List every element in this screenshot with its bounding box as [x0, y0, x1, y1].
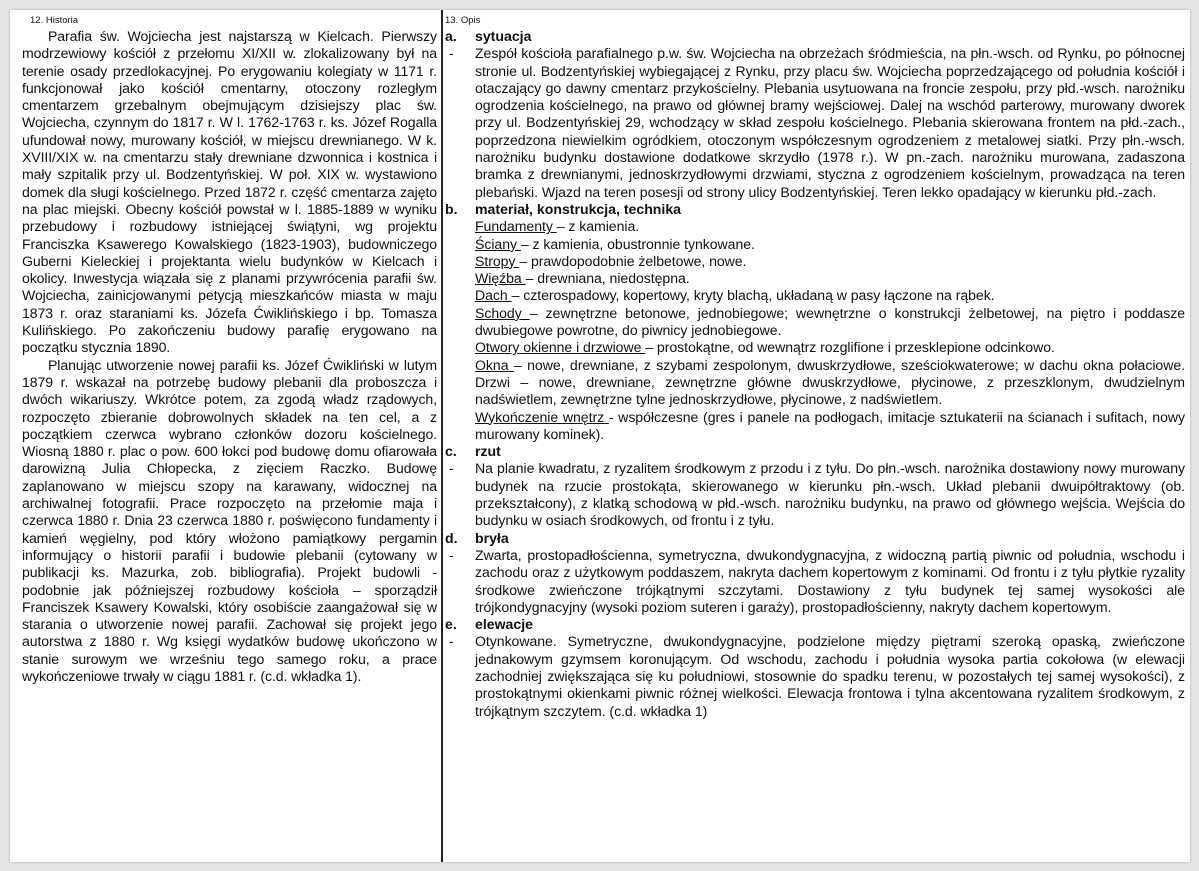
history-header: 12. Historia	[30, 15, 79, 26]
description-header: 13. Opis	[445, 15, 481, 26]
material-item	[475, 409, 1185, 444]
section-b-heading	[445, 201, 1185, 218]
section-a-title: sytuacja	[475, 28, 532, 44]
section-d-title: bryła	[475, 529, 509, 546]
section-b-body	[445, 218, 1185, 443]
material-term: Wykończenie wnętrz	[475, 408, 609, 425]
material-term: Ściany	[475, 235, 521, 252]
material-text: – z kamienia.	[556, 218, 640, 235]
material-item	[475, 357, 1185, 409]
section-d-text: Zwarta, prostopadłościenna, symetryczna, dwukondygnacyjna, z widoczną partią piwnic od południa, wschodu i zachodu oraz z użytkowym poddaszem, nakryta dachem kopertowym z kominami. Od frontu i z tyłu płytkie ryzality środkowe zwieńczone trójkątnymi szczytami. Dostawiony z tyłu budynek tej samej wysokości ale trójkondygnacyjny (wysoki poziom suteren i garaży), prostopadłościenny, nakryty dachem kopertowym.	[475, 546, 1185, 615]
section-a-body	[445, 45, 1185, 201]
material-term: Więźba	[475, 270, 526, 287]
section-a-bullet: -	[449, 45, 454, 62]
material-text: - współczesne (gres i panele na podłogach, imitacje sztukaterii na ścianach i sufitach, nowy murowany kominek).	[475, 408, 1185, 442]
section-b-letter: b.	[445, 200, 458, 217]
section-e-body	[445, 633, 1185, 719]
material-item	[475, 287, 1185, 304]
column-divider	[441, 10, 443, 862]
history-paragraph-1: Parafia św. Wojciecha jest najstarszą w Kielcach. Pierwszy modrzewiowy kościół z przełomu XI/XII w. zlokalizowany był na terenie osady przedlokacyjnej. Po erygowaniu kolegiaty w 1171 r. funkcjonował jako kościół cmentarny, otoczony rozległym cmentarzem grzebalnym obejmującym dzisiejszy plac św. Wojciecha, czynnym do 1817 r. W l. 1762-1763 r. ks. Józef Rogalla ufundował nowy, murowany kościół, w miejscu drewnianego. W k. XVIII/XIX w. na cmentarzu stały drewniane dzwonnica i kostnica i mały szpitalik przy ul. Bodzentyńskiej. W poł. XIX w. wystawiono domek dla sługi kościelnego. Przed 1872 r. część cmentarza zajęto na plac miejski. Obecny kościół powstał w l. 1885-1889 w wyniku przebudowy i rozbudowy istniejącej świątyni, wg projektu Franciszka Ksawerego Kowalskiego (1823-1903), budowniczego Guberni Kieleckiej i projektanta wielu budynków w Kielcach i okolicy. Inwestycja wiązała się z planami przywrócenia parafii św. Wojciecha, zainicjowanymi petycją mieszkańców miasta w maju 1873 r. oraz staraniami ks. Józefa Ćwiklińskiego i bp. Tomasza Kulińskiego. Po zakończeniu budowy parafię erygowano na początku stycznia 1890.	[22, 28, 437, 356]
material-term: Okna	[475, 356, 514, 373]
section-e-letter: e.	[445, 616, 457, 633]
section-b-list	[475, 218, 1185, 443]
material-item	[475, 253, 1185, 270]
material-term: Dach	[475, 287, 512, 304]
section-c-body	[445, 460, 1185, 529]
section-e-text: Otynkowane. Symetryczne, dwukondygnacyjne, podzielone między piętrami szeroką opaską, zwieńczone jednakowym gzymsem koronującym. Od wschodu, zachodu i południa wysoka partia cokołowa (w elewacji zachodniej zwiększająca się ku południowi, stosownie do spadku terenu, w pozostałych tej samej wysokości), z prostokątnymi okienkami piwnic różnej wielkości. Elewacja frontowa i tylna akcentowana ryzalitem środkowym, z trójkątnym szczytem. (c.d. wkładka 1)	[475, 633, 1185, 719]
document-sheet	[10, 10, 1190, 862]
section-b-title: materiał, konstrukcja, technika	[475, 200, 682, 217]
material-item	[475, 339, 1185, 356]
material-term: Stropy	[475, 252, 520, 269]
section-d-heading	[445, 530, 1185, 547]
description-column	[445, 14, 1185, 720]
section-c-text: Na planie kwadratu, z ryzalitem środkowym z przodu i z tyłu. Do płn.-wsch. narożnika dostawiony nowy murowany budynek na rzucie prostokąta, skierowanego w kierunku płn.-wsch. Układ plebanii dwuipółtraktowy (ob. przekształcony), z klatką schodową w płd.-wsch. narożniku budynku, na prawo od głównego wejścia. Wejścia do budynku w osiach środkowych, od frontu i z tyłu.	[475, 460, 1185, 529]
material-text: – czterospadowy, kopertowy, kryty blachą, układaną w pasy łączone na rąbek.	[511, 287, 995, 304]
history-paragraph-2: Planując utworzenie nowej parafii ks. Józef Ćwikliński w lutym 1879 r. wskazał na potrzebę budowy plebanii dla proboszcza i dwóch wikariuszy. Wkrótce potem, za zgodą władz rządowych, rozpoczęto zbieranie dobrowolnych składek na ten cel, a z początkiem czerwca wybrano członków dozoru kościelnego. Wiosną 1880 r. plac o pow. 600 łokci pod budowę domu ofiarowała darowizną Julia Chłopecka, z zięciem Raczko. Budowę zaplanowano w miejscu szopy na karawany, widocznej na archiwalnej fotografii. Prace rozpoczęto na przełomie maja i czerwca 1880 r. Dnia 23 czerwca 1880 r. poświęcono fundamenty i kamień węgielny, pod który włożono pamiątkowy pergamin informujący o historii parafii i budowie plebanii (cytowany w publikacji ks. Mazurka, zob. bibliografia). Projekt budowli - podobnie jak późniejszej rozbudowy kościoła – sporządził Franciszek Ksawery Kowalski, który osobiście zaangażował się w starania o utworzenie nowej parafii. Zachował się projekt jego autorstwa z 1880 r. Wg księgi wydatków budowę ukończono w stanie surowym we wrześniu tego samego roku, a prace wykończeniowe trwały w ciągu 1881 r. (c.d. wkładka 1).	[22, 356, 437, 684]
section-d-body	[445, 547, 1185, 616]
section-e-heading	[445, 616, 1185, 633]
material-item	[475, 218, 1185, 235]
section-d-letter: d.	[445, 529, 458, 546]
section-c-bullet: -	[449, 460, 454, 477]
material-text: – prawdopodobnie żelbetowe, nowe.	[519, 252, 747, 269]
section-c-letter: c.	[445, 443, 457, 460]
material-text: – nowe, drewniane, z szybami zespolonym, dwuskrzydłowe, sześciokwaterowe; w dachu okna połaciowe. Drzwi – nowe, drewniane, zewnętrzne główne dwuskrzydłowe, płycinowe, z przeszklonym, dwudzielnym nadświetlem, zewnętrzne tylne jednoskrzydłowe, płycinowe, z nadświetlem.	[475, 356, 1185, 408]
section-c-title: rzut	[475, 443, 501, 460]
material-text: – zewnętrzne betonowe, jednobiegowe; wewnętrzne o konstrukcji żelbetowej, na piętro i poddasze dwubiegowe powrotne, do piwnicy jednobiegowe.	[475, 304, 1185, 339]
material-term: Otwory okienne i drzwiowe	[475, 339, 646, 356]
material-term: Schody	[475, 304, 530, 321]
history-column	[22, 14, 437, 685]
material-item	[475, 236, 1185, 253]
section-a-letter: a.	[445, 28, 457, 44]
section-c-heading	[445, 443, 1185, 460]
section-a-heading	[445, 28, 1185, 45]
material-term: Fundamenty	[475, 218, 557, 235]
material-text: – drewniana, niedostępna.	[525, 270, 690, 287]
material-item	[475, 270, 1185, 287]
section-a-text: Zespół kościoła parafialnego p.w. św. Wojciecha na obrzeżach śródmieścia, na płn.-wsch. od Rynku, po północnej stronie ul. Bodzentyńskiej wybiegającej z Rynku, przy placu św. Wojciecha poprzedzającego od południa kościół i otaczający go dawny cmentarz przykościelny. Plebania usytuowana na froncie zespołu, przy płd.-wsch. narożniku ogrodzenia kościelnego, na prawo od głównej bramy wejściowej. Dalej na wschód parterowy, murowany dworek przy ul. Bodzentyńskiej 29, wchodzący w skład zespołu kościelnego. Plebania skierowana frontem na płd.-zach., poprzedzona niewielkim ogródkiem, otoczonym współczesnym ogrodzeniem z metalowej siatki. Przy płn.-wsch. narożniku budynku dostawione dodatkowe skrzydło (1978 r.). W pn.-zach. narożniku murowana, zadaszona bramka z drewnianymi, jednoskrzydłowymi drzwiami, styczna z ogrodzeniem kościelnym, prowadząca na teren plebański. Wjazd na teren posesji od strony ulicy Bodzentyńskiej. Teren lekko opadający w kierunku płd.-zach.	[475, 45, 1185, 200]
material-text: – z kamienia, obustronnie tynkowane.	[520, 235, 755, 252]
material-item	[475, 305, 1185, 340]
material-text: – prostokątne, od wewnątrz rozglifione i przesklepione odcinkowo.	[645, 339, 1055, 356]
section-e-bullet: -	[449, 633, 454, 650]
section-e-title: elewacje	[475, 616, 533, 633]
section-d-bullet: -	[449, 546, 454, 563]
